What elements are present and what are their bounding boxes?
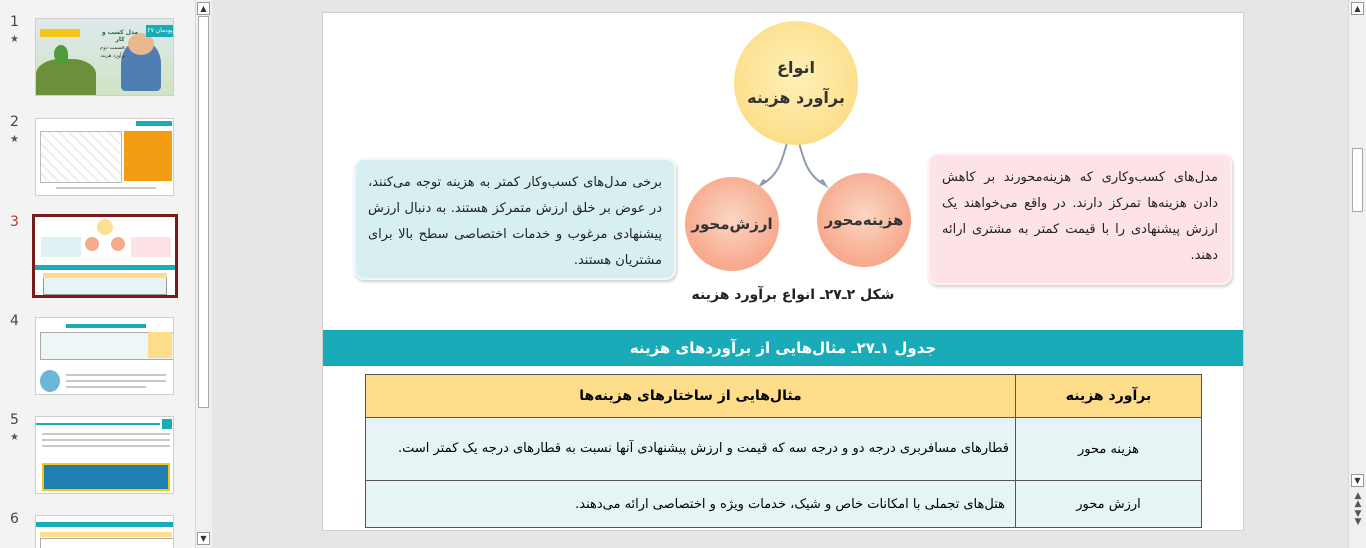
table-row — [366, 481, 1202, 528]
center-line2: برآورد هزینه — [747, 88, 845, 107]
slide-number-1: 1 — [10, 14, 19, 30]
previous-slide-icon[interactable]: ▲ ▲ — [1354, 491, 1362, 509]
thumb1-sub1: قسمت دوم: — [100, 45, 126, 51]
animation-star-icon: ★ — [10, 432, 19, 443]
row2-type: ارزش محور — [1016, 481, 1202, 528]
left-circle-label: ارزش‌محور — [691, 215, 773, 233]
thumb-table-header — [40, 532, 172, 537]
thumb-center-circle — [97, 219, 113, 235]
thumb-text-line — [66, 386, 146, 388]
thumb1-label — [40, 29, 80, 37]
scroll-up-button[interactable]: ▲ — [1351, 2, 1364, 15]
orange-text-box — [124, 131, 172, 181]
header-cost-type: برآورد هزینه — [1016, 375, 1202, 418]
thumb-blue-box — [42, 463, 170, 491]
scroll-down-button[interactable]: ▼ — [1351, 474, 1364, 487]
thumb-text-line — [42, 433, 170, 435]
slide-thumbnail-3-selected[interactable] — [32, 214, 178, 298]
scroll-thumb[interactable] — [1352, 148, 1363, 212]
right-box-text: مدل‌های کسب‌وکاری که هزینه‌محورند بر کاهش دادن هزینه‌ها تمرکز دارند. در واقع می‌خواهند یک ارزش پیشنهادی را با قیمت کمتر به مشتری ارائه دهند. — [942, 170, 1218, 263]
thumb-left-circle — [85, 237, 99, 251]
thumb-text-line — [56, 187, 156, 189]
cost-based-circle — [817, 173, 911, 267]
slide-number-2: 2 — [10, 114, 19, 130]
left-box-text: برخی مدل‌های کسب‌وکار کمتر به هزینه توجه می‌کنند، در عوض بر خلق ارزش متمرکز هستند. به دنبال ارزش پیشنهادی مرغوب و خدمات اختصاصی سطح بالا برای مشتریان هستند. — [368, 175, 662, 268]
thumb-header-bar — [136, 121, 172, 126]
value-based-description-box — [354, 158, 676, 280]
thumb-left-box — [41, 237, 81, 257]
thumb-rule — [36, 423, 160, 425]
table-title-bar — [323, 330, 1243, 366]
diagram-center-circle — [734, 21, 858, 145]
slide-canvas[interactable] — [322, 12, 1244, 531]
thumb-right-box — [131, 237, 171, 257]
scroll-thumb[interactable] — [198, 16, 209, 408]
table-title: جدول ۱ـ۲۷ـ مثال‌هایی از برآوردهای هزینه — [629, 339, 937, 357]
thumb-right-circle — [111, 237, 125, 251]
slide-thumbnail-4[interactable] — [35, 317, 174, 395]
thumb1-badge: پودمان ۲۷ — [146, 25, 174, 37]
slide-thumbnails-pane — [0, 0, 195, 548]
thumb-table — [40, 538, 174, 548]
thumb-title-bar — [35, 265, 175, 270]
thumb-text-line — [42, 445, 170, 447]
slide-editor — [212, 0, 1346, 548]
editor-scrollbar[interactable] — [1348, 0, 1366, 548]
next-slide-icon[interactable]: ▼ ▼ — [1354, 509, 1362, 527]
slide-number-6: 6 — [10, 511, 19, 527]
animation-star-icon: ★ — [10, 34, 19, 45]
sprout-image — [54, 45, 68, 63]
slide-thumbnail-1[interactable] — [35, 18, 174, 96]
slide-number-4: 4 — [10, 313, 19, 329]
thumb-text-line — [42, 439, 170, 441]
scroll-down-button[interactable]: ▼ — [197, 532, 210, 545]
thumb-text-line — [66, 374, 166, 376]
thumb-text-line — [66, 380, 166, 382]
thumb-title-bar — [66, 324, 146, 328]
center-line1: انواع — [777, 58, 815, 77]
right-circle-label: هزینه‌محور — [824, 211, 904, 229]
value-based-circle — [685, 177, 779, 271]
activity-icon — [162, 419, 172, 429]
character-image — [40, 370, 60, 392]
cost-based-description-box — [928, 153, 1232, 285]
figure-caption: شکل ۲ـ۲۷ـ انواع برآورد هزینه — [691, 287, 895, 303]
thumb-table-header — [43, 273, 167, 278]
thumb1-sub2: برآورد هزینه — [100, 53, 126, 59]
row1-example: قطارهای مسافربری درجه دو و درجه سه که قیمت و ارزش پیشنهادی آنها نسبت به قطارهای درجه یک کمتر است. — [366, 418, 1016, 481]
cost-examples-table — [365, 374, 1202, 528]
map-sketch-image — [40, 131, 122, 183]
slide-thumbnail-6[interactable] — [35, 515, 174, 548]
row1-type: هزینه محور — [1016, 418, 1202, 481]
slide-thumbnail-5[interactable] — [35, 416, 174, 494]
table-header-row — [366, 375, 1202, 418]
slide-thumbnail-2[interactable] — [35, 118, 174, 196]
row2-example: هتل‌های تجملی با امکانات خاص و شیک، خدمات ویژه و اختصاصی ارائه می‌دهند. — [366, 481, 1016, 528]
slide-number-5: 5 — [10, 412, 19, 428]
slide-number-3: 3 — [10, 214, 19, 230]
thumb-table-col — [148, 332, 172, 358]
thumbnails-scrollbar[interactable] — [195, 0, 212, 548]
animation-star-icon: ★ — [10, 134, 19, 145]
scroll-up-button[interactable]: ▲ — [197, 2, 210, 15]
header-examples: مثال‌هایی از ساختارهای هزینه‌ها — [366, 375, 1016, 418]
table-row — [366, 418, 1202, 481]
plant-hands-image — [36, 59, 96, 96]
thumb-title-bar — [36, 522, 174, 527]
thumb1-title: مدل کسب و کار — [101, 29, 139, 43]
